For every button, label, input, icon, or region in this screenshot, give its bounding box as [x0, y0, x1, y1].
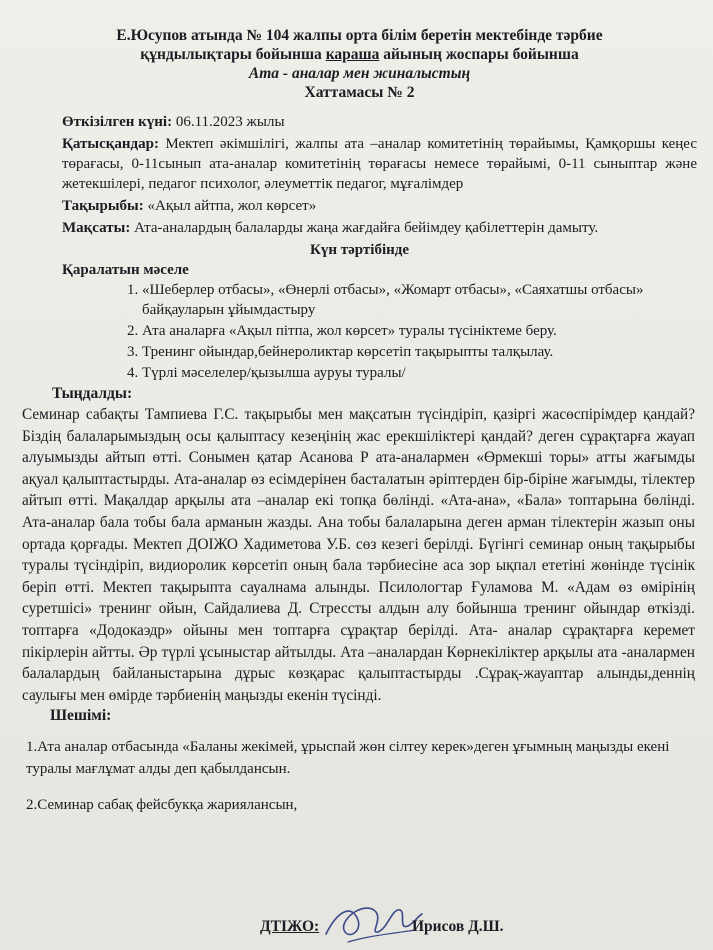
agenda-issue-label: Қаралатын мәселе [62, 262, 189, 278]
meeting-participants [62, 134, 697, 194]
date-label: Өткізілген күні: [62, 114, 173, 130]
participants-label: Қатысқандар: [62, 136, 159, 152]
meeting-meta [22, 112, 697, 238]
agenda-list [22, 280, 697, 383]
signature-name: Ирисов Д.Ш. [412, 918, 504, 935]
document-header [22, 26, 697, 102]
agenda-item: 1. «Шеберлер отбасы», «Өнерлі отбасы», «Жомарт отбасы», «Саяхатшы отбасы» байқауларын ұйымдастыру [142, 280, 697, 320]
goal-value: Ата-аналардың балаларды жаңа жағдайға бейімдеу қабілеттерін дамыту. [130, 220, 599, 236]
signature-role: ДТІЖО: [260, 918, 320, 935]
header-protocol-number: Хаттамасы № 2 [304, 84, 415, 101]
agenda-item: 3. Тренинг ойындар,бейнероликтар көрсетіп тақырыпты талқылау. [142, 342, 697, 362]
agenda-heading: Күн тәртібінде [309, 242, 410, 258]
meeting-date [62, 112, 697, 132]
header-school-line: Е.Юсупов атында № 104 жалпы орта білім беретін мектебінде тәрбие [116, 27, 603, 44]
decision-item-2: 2.Семинар сабақ фейсбукқа жариялансын, [26, 797, 298, 814]
participants-value: Мектеп әкімшілігі, жалпы ата –аналар комитетінің төрайымы, Қамқоршы кеңес төрағасы, 0-11сынып ата-аналар комитетінің төрағасы немесе төрайымі, 0-11 сыныптар және жетекшілері, педагог психолог, әлеуметтік педагог, мұғалімдер [62, 136, 697, 192]
header-meeting-line: Ата - аналар мен жиналыстың [248, 65, 471, 82]
header-plan-line [22, 45, 697, 64]
decision-item-1: 1.Ата аналар отбасында «Баланы жекімей, ұрыспай жөн сілтеу керек»деген ұғымның маңызды екені туралы мағлұмат алды деп қабылдансын. [26, 739, 670, 778]
date-value: 06.11.2023 жылы [172, 114, 285, 130]
meeting-goal [62, 218, 697, 238]
goal-label: Мақсаты: [62, 220, 131, 236]
listened-text: Семинар сабақты Тампиева Г.С. тақырыбы мен мақсатын түсіндіріп, қазіргі жасөспірімдер қандай? Біздің балаларымыздың осы қалыптасу кезеңінің жас ерекшіліктері қандай? деген сұрақтарға жауап алуымызды айтып өтті. Сонымен қатар Асанова Р ата-аналармен «Өрмекші торы» атты жағымды ақуал қалыптастырды. Ата-аналар өз есімдерінен басталатын әріптерден бір-біріне жағымды, тілектер айтып өтті. Мақалдар арқылы ата –аналар екі топқа бөлінді. «Ата-ана», «Бала» топтарына бөлінді. Ата-аналар бала тобы бала арманын жазды. Ана тобы балаларына деген арман тілектерін жазып оны ортада қорғады. Мектеп ДОІЖО Хадиметова У.Б. сөз кезегі берілді. Бүгінгі семинар оның тақырыбы туралы түсіндіріп, видиоролик көрсетіп оның бала тәрбиесіне аса зор ықпал ететіні жөнінде түсінік беріп өтті. Мектеп тақырыпта сауалнама алынды. Псилологтар Ғуламова М. «Адам өз өмірінің суретшісі» тренинг ойын, Сайдалиева Д. Стрессты алдын алу бойынша тренинг ойындар өткізді. топтарға «Додокаэдр» ойыны мен топтарға сұрақтар берілді. Ата- аналар сұрақтарға керемет пікірлерін айтты. Әр түрлі ұсыныстар айтылды. Ата –аналардан Көрнекіліктер арқылы ата -аналармен балалардың байланыстарына дұрыс көзқарас қалыптастырды .Сұрақ-жауаптар алынды,деннің саулығы мен өмірде тәрбиенің маңызды екенін түсінді. [22, 406, 695, 704]
meeting-topic [62, 196, 697, 216]
header-month: караша [325, 46, 380, 63]
header-plan-pre: құндылықтары бойынша [140, 46, 326, 63]
topic-value: «Ақыл айтпа, жол көрсет» [143, 198, 317, 214]
agenda-item: 4. Түрлі мәселелер/қызылша ауруы туралы/ [142, 363, 697, 383]
header-plan-post: айының жоспары бойынша [379, 46, 579, 63]
topic-label: Тақырыбы: [62, 198, 144, 214]
agenda-item: 2. Ата аналарға «Ақыл пітпа, жол көрсет» туралы түсініктеме беру. [142, 321, 697, 341]
decision-label: Шешімі: [50, 707, 112, 725]
listened-label: Тыңдалды: [52, 385, 133, 402]
